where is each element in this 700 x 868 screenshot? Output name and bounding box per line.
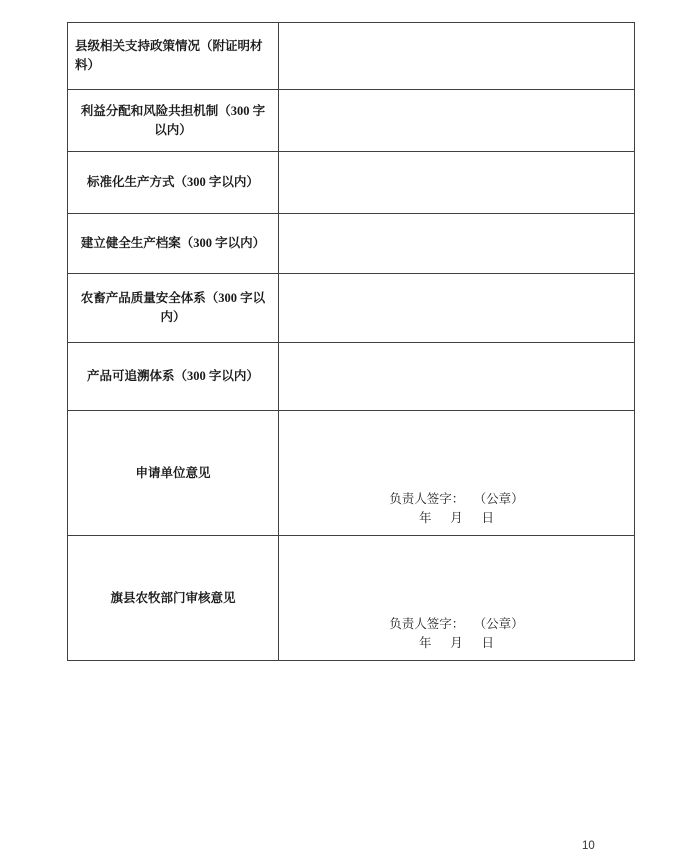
- fill-in-cell-standardized-production: [279, 152, 635, 214]
- signature-line: 负责人签字： （公章）: [389, 492, 524, 506]
- row-label-applicant-opinion: 申请单位意见: [68, 411, 279, 536]
- fill-in-cell-traceability-system: [279, 343, 635, 411]
- fill-in-cell-benefit-risk-mechanism: [279, 90, 635, 152]
- signature-line: 负责人签字： （公章）: [389, 617, 524, 631]
- table-row: [68, 152, 635, 214]
- table-row: [68, 536, 635, 661]
- table-row: [68, 411, 635, 536]
- row-label-benefit-risk-mechanism: 利益分配和风险共担机制（300 字以内）: [68, 90, 279, 152]
- table-row: [68, 214, 635, 274]
- fill-in-cell-quality-safety-system: [279, 274, 635, 343]
- signature-cell-banner-county-review: [279, 536, 635, 661]
- row-label-standardized-production: 标准化生产方式（300 字以内）: [68, 152, 279, 214]
- row-label-banner-county-review-opinion: 旗县农牧部门审核意见: [68, 536, 279, 661]
- date-line: 年 月 日: [418, 511, 494, 525]
- date-line: 年 月 日: [418, 636, 494, 650]
- fill-in-cell-county-support-policy: [279, 23, 635, 90]
- application-form-table: [67, 22, 635, 661]
- table-row: [68, 90, 635, 152]
- row-label-production-records: 建立健全生产档案（300 字以内）: [68, 214, 279, 274]
- row-label-county-support-policy: 县级相关支持政策情况（附证明材料）: [68, 23, 279, 90]
- table-row: [68, 343, 635, 411]
- row-label-quality-safety-system: 农畜产品质量安全体系（300 字以内）: [68, 274, 279, 343]
- row-label-traceability-system: 产品可追溯体系（300 字以内）: [68, 343, 279, 411]
- page-number: 10: [582, 840, 595, 852]
- signature-cell-applicant-opinion: [279, 411, 635, 536]
- table-row: [68, 274, 635, 343]
- table-row: [68, 23, 635, 90]
- fill-in-cell-production-records: [279, 214, 635, 274]
